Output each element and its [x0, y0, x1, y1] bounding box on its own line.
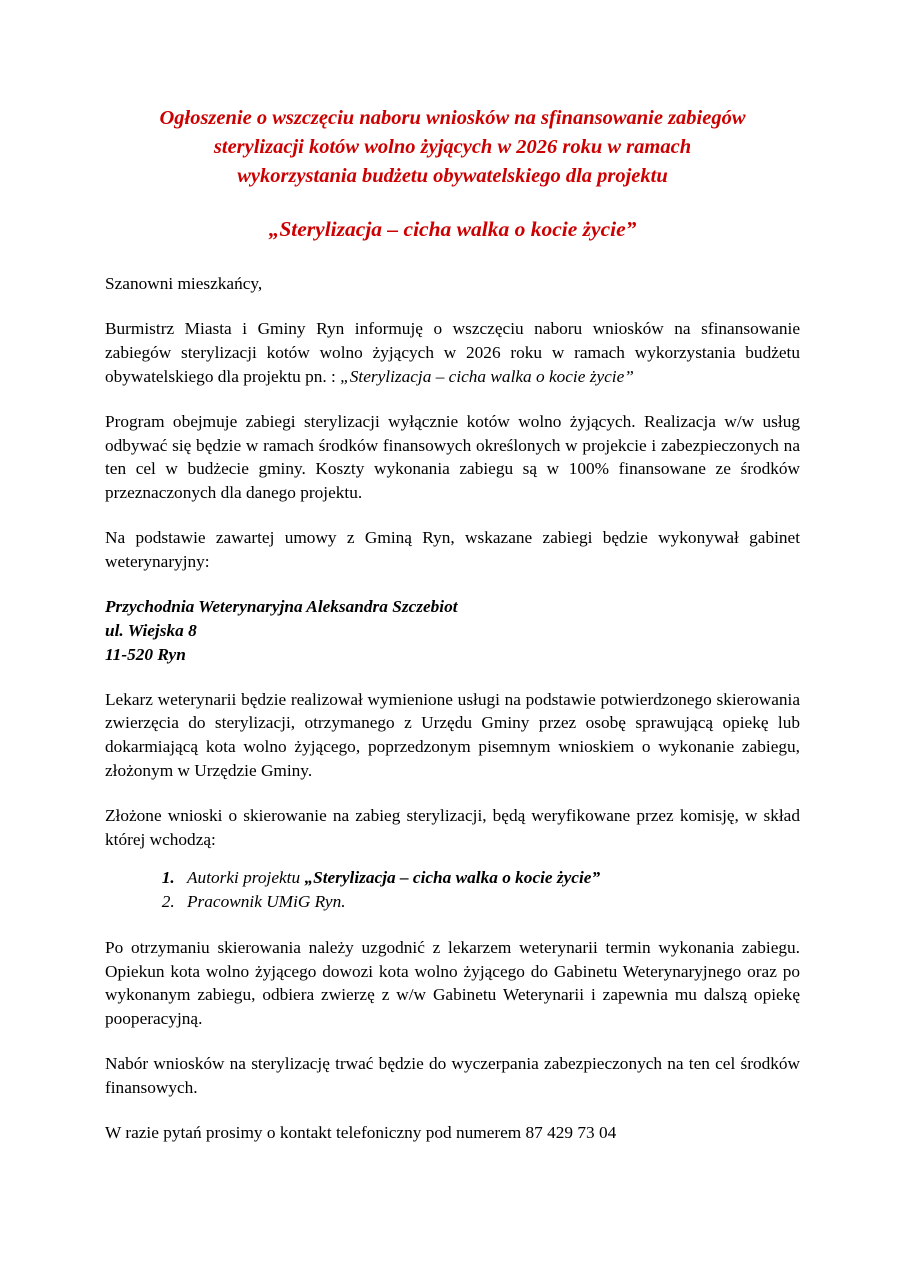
clinic-name: Przychodnia Weterynaryjna Aleksandra Szczebiot	[105, 596, 458, 616]
committee-item-1-prefix: Autorki projektu	[187, 867, 305, 887]
paragraph-commission-intro: Złożone wnioski o skierowanie na zabieg sterylizacji, będą weryfikowane przez komisję, w skład której wchodzą:	[105, 805, 800, 849]
list-item	[179, 866, 800, 891]
salutation: Szanowni mieszkańcy,	[105, 274, 263, 294]
clinic-address	[105, 595, 800, 667]
committee-item-1-quote: „Sterylizacja – cicha walka o kocie życie”	[304, 867, 601, 887]
document-subtitle: „Sterylizacja – cicha walka o kocie życie”	[268, 217, 637, 242]
paragraph-deadline: Nabór wniosków na sterylizację trwać będzie do wyczerpania zabezpieczonych na ten cel środków finansowych.	[105, 1054, 800, 1098]
paragraph-intro-text: Burmistrz Miasta i Gminy Ryn informuję o wszczęciu naboru wniosków na sfinansowanie zabiegów sterylizacji kotów wolno żyjących w 2026 roku w ramach wykorzystania budżetu obywatelskiego dla projektu pn. :	[105, 319, 800, 386]
clinic-city: 11-520 Ryn	[105, 644, 186, 664]
list-item: 2. Pracownik UMiG Ryn.	[179, 890, 800, 915]
paragraph-clinic-intro: Na podstawie zawartej umowy z Gminą Ryn, wskazane zabiegi będzie wykonywał gabinet weterynaryjny:	[105, 528, 800, 572]
paragraph-referral-process: Lekarz weterynarii będzie realizował wymienione usługi na podstawie potwierdzonego skierowania zwierzęcia do sterylizacji, otrzymanego z Urzędu Gminy przez osobę sprawującą opiekę lub dokarmiającą kota wolno żyjącego, poprzedzonym pisemnym wnioskiem o wykonanie zabiegu, złożonym w Urzędzie Gminy.	[105, 689, 800, 781]
paragraph-intro	[105, 317, 800, 389]
paragraph-contact: W razie pytań prosimy o kontakt telefoniczny pod numerem 87 429 73 04	[105, 1122, 617, 1142]
document-title	[105, 104, 800, 191]
title-line-2: sterylizacji kotów wolno żyjących w 2026 roku w ramach	[213, 136, 692, 159]
title-line-3: wykorzystania budżetu obywatelskiego dla projektu	[237, 165, 668, 188]
paragraph-transport-care: Po otrzymaniu skierowania należy uzgodnić z lekarzem weterynarii termin wykonania zabiegu. Opiekun kota wolno żyjącego dowozi kota wolno żyjącego do Gabinetu Weterynaryjnego oraz po wykonanym zabiegu, odbiera zwierzę z w/w Gabinetu Weterynarii i zapewnia mu dalszą opiekę pooperacyjną.	[105, 937, 800, 1029]
title-line-1: Ogłoszenie o wszczęciu naboru wniosków na sfinansowanie zabiegów	[159, 107, 746, 129]
project-name-quote: „Sterylizacja – cicha walka o kocie życie”	[340, 366, 634, 386]
paragraph-program-scope: Program obejmuje zabiegi sterylizacji wyłącznie kotów wolno żyjących. Realizacja w/w usług odbywać się będzie w ramach środków finansowych określonych w projekcie i zabezpieczonych na ten cel w budżecie gminy. Koszty wykonania zabiegu są w 100% finansowane ze środków przeznaczonych dla danego projektu.	[105, 411, 800, 503]
clinic-street: ul. Wiejska 8	[105, 620, 197, 640]
committee-list	[105, 866, 800, 915]
